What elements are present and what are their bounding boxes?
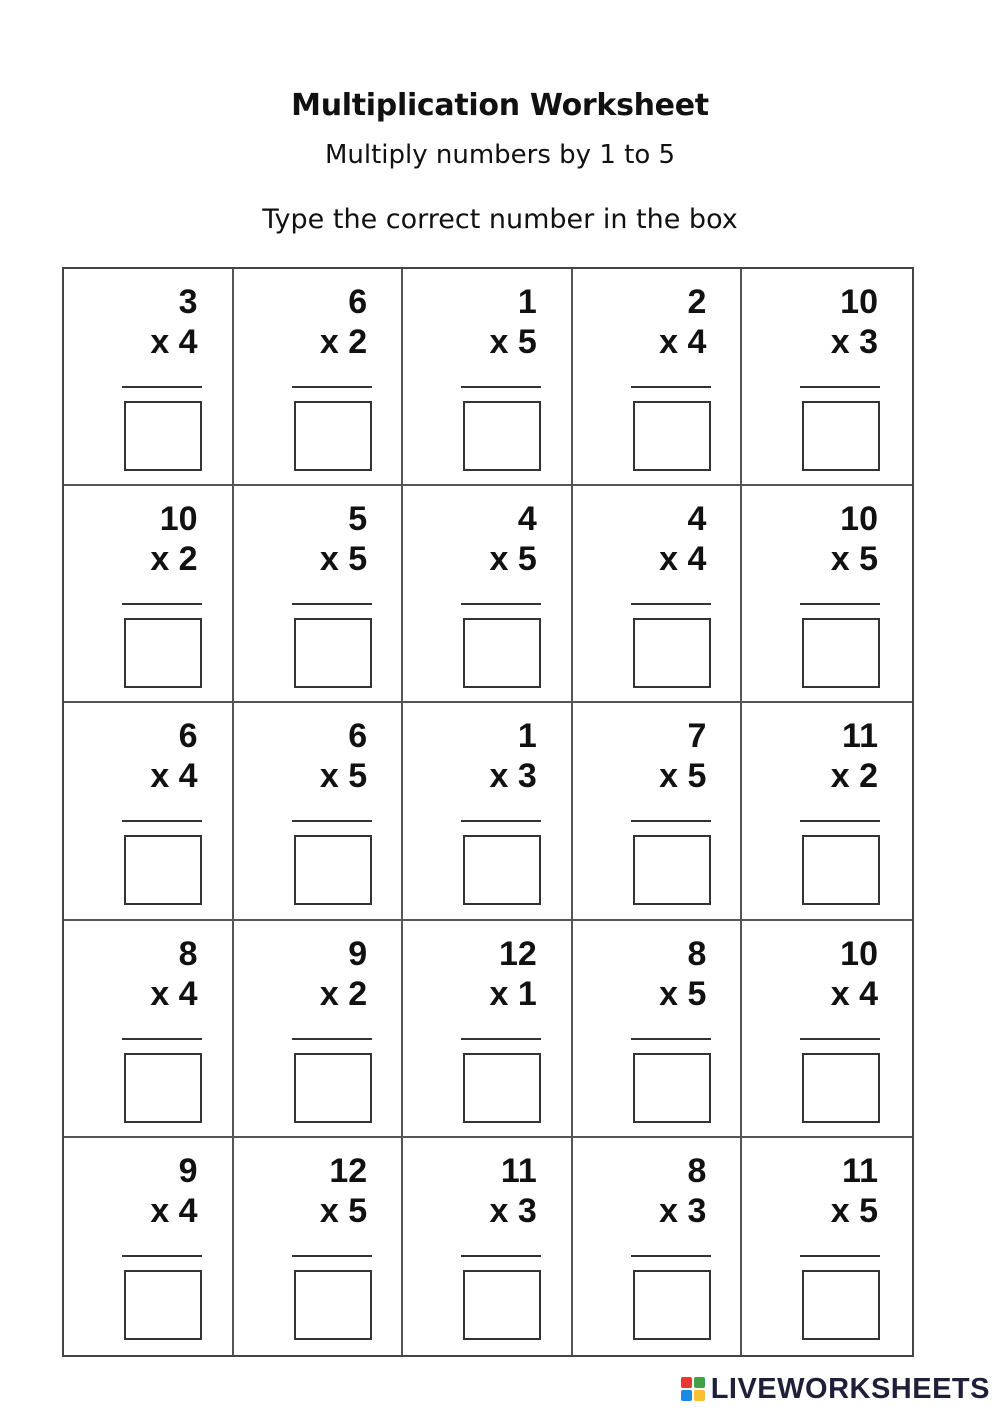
multiplier: x 4	[659, 323, 707, 361]
problem-cell	[742, 703, 912, 920]
answer-box[interactable]	[463, 401, 541, 471]
multiplicand: 6	[178, 717, 198, 756]
multiplier: x 4	[150, 757, 198, 796]
answer-box[interactable]	[633, 401, 711, 471]
equals-line	[800, 1038, 880, 1040]
problem-cell	[234, 1138, 404, 1355]
equals-line	[292, 1255, 372, 1257]
equals-line	[292, 820, 372, 822]
problem-cell	[234, 486, 404, 703]
problem-cell	[64, 703, 234, 920]
multiplicand: 12	[498, 934, 537, 973]
answer-box[interactable]	[463, 835, 541, 905]
multiplicand: 6	[348, 283, 368, 321]
multiplicand: 1	[517, 283, 537, 321]
multiplier: x 4	[150, 974, 198, 1013]
multiplier: x 4	[150, 1191, 198, 1230]
multiplicand: 8	[687, 1151, 707, 1190]
equals-line	[800, 820, 880, 822]
multiplicand: 3	[178, 283, 198, 321]
equals-line	[631, 603, 711, 605]
equals-line	[631, 1038, 711, 1040]
multiplier: x 5	[830, 540, 878, 579]
multiplier: x 3	[659, 1191, 707, 1230]
multiplier: x 1	[489, 974, 537, 1013]
multiplier: x 5	[319, 1191, 368, 1230]
answer-box[interactable]	[463, 1270, 541, 1340]
multiplier: x 3	[489, 757, 537, 796]
equals-line	[122, 1255, 202, 1257]
multiplier: x 4	[830, 974, 878, 1013]
answer-box[interactable]	[802, 1270, 880, 1340]
answer-box[interactable]	[633, 1053, 711, 1123]
multiplicand: 4	[687, 500, 707, 539]
multiplicand: 10	[840, 283, 878, 321]
problem-cell	[742, 269, 912, 486]
equals-line	[800, 603, 880, 605]
equals-line	[631, 820, 711, 822]
equals-line	[800, 1255, 880, 1257]
problem-cell	[234, 269, 404, 486]
multiplier: x 4	[659, 540, 707, 579]
multiplier: x 3	[830, 323, 878, 361]
multiplicand: 5	[348, 500, 368, 539]
answer-box[interactable]	[802, 401, 880, 471]
multiplicand: 11	[842, 1151, 878, 1190]
multiplier: x 5	[830, 1191, 878, 1230]
equals-line	[122, 603, 202, 605]
answer-box[interactable]	[124, 1053, 202, 1123]
problem-cell	[403, 1138, 573, 1355]
multiplier: x 5	[659, 757, 707, 796]
multiplicand: 7	[687, 717, 707, 756]
equals-line	[461, 386, 541, 388]
answer-box[interactable]	[633, 618, 711, 688]
problem-cell	[573, 269, 743, 486]
equals-line	[461, 820, 541, 822]
answer-box[interactable]	[633, 1270, 711, 1340]
brand-watermark	[681, 1371, 990, 1407]
equals-line	[122, 1038, 202, 1040]
answer-box[interactable]	[294, 401, 372, 471]
equals-line	[461, 603, 541, 605]
equals-line	[631, 1255, 711, 1257]
multiplier: x 5	[659, 974, 707, 1013]
answer-box[interactable]	[802, 1053, 880, 1123]
answer-box[interactable]	[294, 1053, 372, 1123]
problem-cell	[573, 921, 743, 1138]
problem-cell	[403, 486, 573, 703]
multiplicand: 10	[159, 500, 198, 539]
multiplier: x 2	[830, 757, 878, 796]
problem-cell	[573, 486, 743, 703]
answer-box[interactable]	[294, 1270, 372, 1340]
problem-cell	[573, 1138, 743, 1355]
answer-box[interactable]	[124, 1270, 202, 1340]
multiplicand: 8	[178, 934, 198, 973]
answer-box[interactable]	[802, 618, 880, 688]
multiplicand: 8	[687, 934, 707, 973]
answer-box[interactable]	[124, 835, 202, 905]
multiplicand: 2	[687, 283, 707, 321]
problem-grid	[62, 267, 914, 1357]
page-title: Multiplication Worksheet	[291, 88, 709, 123]
multiplicand: 11	[842, 717, 878, 756]
multiplier: x 2	[319, 323, 368, 361]
problem-cell	[742, 486, 912, 703]
answer-box[interactable]	[124, 618, 202, 688]
answer-box[interactable]	[294, 835, 372, 905]
equals-line	[292, 603, 372, 605]
equals-line	[631, 386, 711, 388]
problem-cell	[403, 921, 573, 1138]
multiplier: x 5	[319, 540, 368, 579]
multiplier: x 5	[489, 323, 537, 361]
multiplier: x 2	[319, 974, 368, 1013]
multiplicand: 4	[517, 500, 537, 539]
problem-cell	[742, 1138, 912, 1355]
brand-name: LIVEWORKSHEETS	[710, 1372, 990, 1405]
problem-cell	[64, 921, 234, 1138]
equals-line	[292, 386, 372, 388]
answer-box[interactable]	[463, 618, 541, 688]
multiplicand: 9	[178, 1151, 198, 1190]
problem-cell	[64, 269, 234, 486]
multiplier: x 5	[319, 757, 368, 796]
problem-cell	[234, 703, 404, 920]
logo-square	[681, 1377, 692, 1388]
logo-square	[694, 1390, 705, 1401]
logo-square	[681, 1390, 692, 1401]
multiplier: x 4	[150, 323, 198, 361]
answer-box[interactable]	[294, 618, 372, 688]
problem-cell	[742, 921, 912, 1138]
answer-box[interactable]	[124, 401, 202, 471]
page-subtitle: Multiply numbers by 1 to 5	[324, 140, 676, 170]
equals-line	[461, 1038, 541, 1040]
multiplier: x 5	[489, 540, 537, 579]
equals-line	[292, 1038, 372, 1040]
liveworksheets-logo-icon	[681, 1377, 705, 1401]
multiplier: x 2	[150, 540, 198, 579]
equals-line	[800, 386, 880, 388]
answer-box[interactable]	[463, 1053, 541, 1123]
problem-cell	[403, 269, 573, 486]
equals-line	[122, 820, 202, 822]
problem-cell	[403, 703, 573, 920]
multiplicand: 11	[500, 1151, 537, 1190]
multiplicand: 9	[348, 934, 368, 973]
equals-line	[122, 386, 202, 388]
problem-cell	[64, 1138, 234, 1355]
multiplicand: 10	[840, 500, 878, 539]
multiplier: x 3	[489, 1191, 537, 1230]
equals-line	[461, 1255, 541, 1257]
answer-box[interactable]	[802, 835, 880, 905]
instruction-text: Type the correct number in the box	[262, 204, 738, 235]
multiplicand: 1	[517, 717, 537, 756]
logo-square	[694, 1377, 705, 1388]
problem-cell	[573, 703, 743, 920]
multiplicand: 10	[840, 934, 878, 973]
problem-cell	[64, 486, 234, 703]
multiplicand: 12	[329, 1151, 368, 1190]
multiplicand: 6	[348, 717, 368, 756]
problem-cell	[234, 921, 404, 1138]
answer-box[interactable]	[633, 835, 711, 905]
